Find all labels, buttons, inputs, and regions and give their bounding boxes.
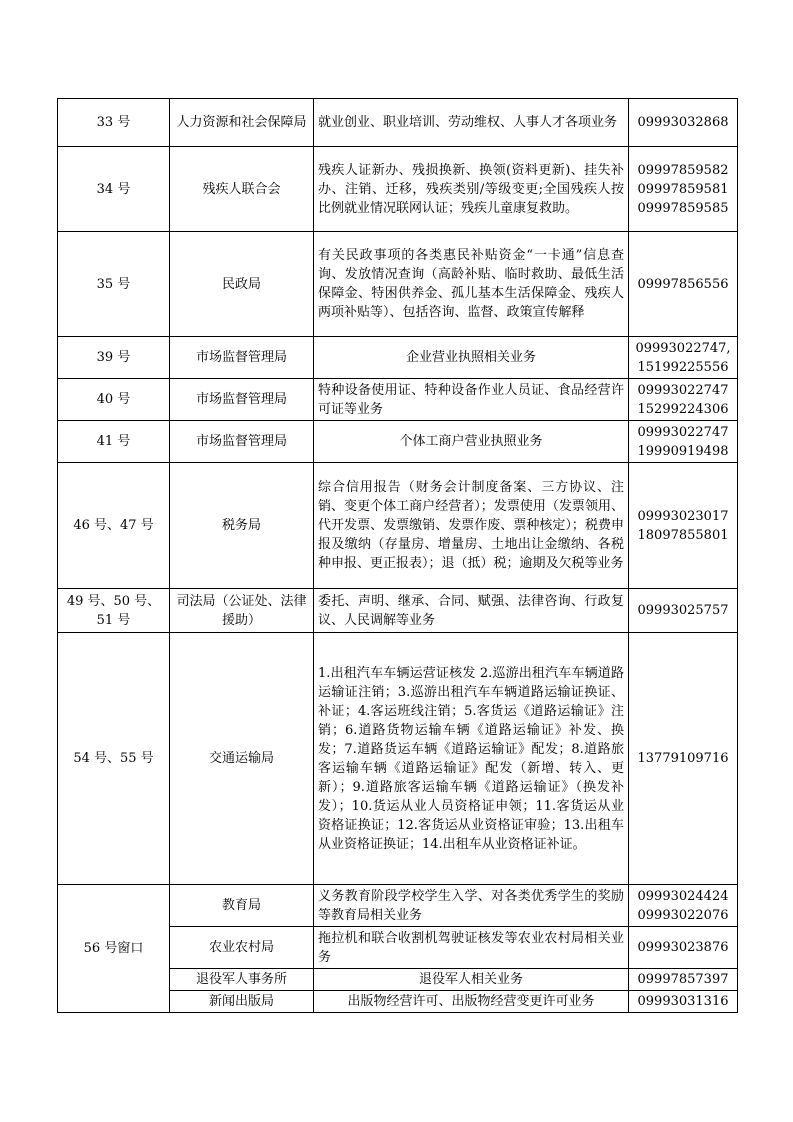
table-row bbox=[58, 232, 738, 337]
phone-number: 15199225556 bbox=[637, 359, 729, 375]
window-number: 46 号、47 号 bbox=[58, 463, 170, 589]
service-description: 个体工商户营业执照业务 bbox=[314, 421, 629, 463]
phone-number: 09997859581 bbox=[637, 181, 729, 197]
service-description: 拖拉机和联合收割机驾驶证核发等农业农村局相关业务 bbox=[314, 927, 629, 969]
table-row bbox=[58, 379, 738, 421]
window-number: 35 号 bbox=[58, 232, 170, 337]
phone-number: 09993022747 bbox=[637, 382, 729, 398]
service-description: 1.出租汽车车辆运营证核发 2.巡游出租汽车车辆道路运输证注销；3.巡游出租汽车车辆道路运输证换证、补证；4.客运班线注销；5.客货运《道路运输证》注销；6.道路货物运输车辆《道路运输证》补发、换发；7.道路货运车辆《道路运输证》配发；8.道路旅客运输车辆《道路运输证》配发（新增、转入、更新）；9.道路旅客运输车辆《道路运输证》（换发补发）；10.货运从业人员资格证申领；11.客货运从业资格证换证；12.客货运从业资格证审验；13.出租车从业资格证换证；14.出租车从业资格证补证。 bbox=[314, 633, 629, 885]
phone-number: 09997856556 bbox=[637, 276, 729, 292]
service-description: 委托、声明、继承、合同、赋强、法律咨询、行政复议、人民调解等业务 bbox=[314, 589, 629, 633]
department-name: 退役军人事务所 bbox=[170, 969, 314, 991]
department-name: 农业农村局 bbox=[170, 927, 314, 969]
phone-cell bbox=[629, 337, 738, 379]
table-row bbox=[58, 337, 738, 379]
service-description: 企业营业执照相关业务 bbox=[314, 337, 629, 379]
table-row bbox=[58, 99, 738, 147]
phone-cell bbox=[629, 885, 738, 927]
service-description: 出版物经营许可、出版物经营变更许可业务 bbox=[314, 991, 629, 1013]
service-description: 义务教育阶段学校学生入学、对各类优秀学生的奖励等教育局相关业务 bbox=[314, 885, 629, 927]
department-name: 民政局 bbox=[170, 232, 314, 337]
phone-cell bbox=[629, 232, 738, 337]
table-row bbox=[58, 885, 738, 927]
window-number: 56 号窗口 bbox=[58, 885, 170, 1013]
phone-cell bbox=[629, 147, 738, 232]
phone-number: 09997859582 bbox=[637, 162, 729, 178]
phone-cell bbox=[629, 379, 738, 421]
phone-number: 09997859585 bbox=[637, 200, 729, 216]
window-number: 40 号 bbox=[58, 379, 170, 421]
service-description: 就业创业、职业培训、劳动维权、人事人才各项业务 bbox=[314, 99, 629, 147]
service-window-table bbox=[57, 98, 738, 1013]
window-number: 49 号、50 号、51 号 bbox=[58, 589, 170, 633]
phone-cell bbox=[629, 421, 738, 463]
department-name: 市场监督管理局 bbox=[170, 421, 314, 463]
department-name: 残疾人联合会 bbox=[170, 147, 314, 232]
phone-cell bbox=[629, 633, 738, 885]
phone-number: 09993031316 bbox=[637, 994, 729, 1009]
phone-number: 09993023876 bbox=[637, 940, 729, 955]
phone-cell bbox=[629, 927, 738, 969]
service-description: 有关民政事项的各类惠民补贴资金“一卡通”信息查询、发放情况查询（高龄补贴、临时救助、最低生活保障金、特困供养金、孤儿基本生活保障金、残疾人两项补贴等）、包括咨询、监督、政策宣传解释 bbox=[314, 232, 629, 337]
window-number: 33 号 bbox=[58, 99, 170, 147]
department-name: 交通运输局 bbox=[170, 633, 314, 885]
table-row bbox=[58, 463, 738, 589]
phone-cell bbox=[629, 463, 738, 589]
service-description: 残疾人证新办、残损换新、换领(资料更新)、挂失补办、注销、迁移，残疾类别/等级变更;全国残疾人按比例就业情况联网认证；残疾儿童康复救助。 bbox=[314, 147, 629, 232]
phone-number: 09997857397 bbox=[637, 972, 729, 987]
phone-cell bbox=[629, 99, 738, 147]
phone-cell bbox=[629, 969, 738, 991]
phone-number: 09993022076 bbox=[637, 907, 729, 923]
service-description: 特种设备使用证、特种设备作业人员证、食品经营许可证等业务 bbox=[314, 379, 629, 421]
phone-number: 09993032868 bbox=[637, 115, 729, 130]
phone-number: 09993022747 bbox=[637, 424, 729, 440]
department-name: 司法局（公证处、法律援助） bbox=[170, 589, 314, 633]
phone-number: 09993022747, bbox=[635, 340, 731, 356]
phone-number: 09993023017 bbox=[637, 508, 729, 524]
table-row bbox=[58, 147, 738, 232]
phone-cell bbox=[629, 589, 738, 633]
window-number: 41 号 bbox=[58, 421, 170, 463]
department-name: 人力资源和社会保障局 bbox=[170, 99, 314, 147]
phone-number: 19990919498 bbox=[637, 443, 729, 459]
phone-number: 09993025757 bbox=[637, 603, 729, 618]
phone-number: 13779109716 bbox=[637, 751, 729, 766]
window-number: 54 号、55 号 bbox=[58, 633, 170, 885]
phone-number: 15299224306 bbox=[637, 401, 729, 417]
department-name: 市场监督管理局 bbox=[170, 379, 314, 421]
table-row bbox=[58, 633, 738, 885]
department-name: 教育局 bbox=[170, 885, 314, 927]
table-row bbox=[58, 589, 738, 633]
window-number: 39 号 bbox=[58, 337, 170, 379]
window-number: 34 号 bbox=[58, 147, 170, 232]
service-description: 综合信用报告（财务会计制度备案、三方协议、注销、变更个体工商户经营者）；发票使用（发票领用、代开发票、发票缴销、发票作废、票种核定）；税费申报及缴纳（存量房、增量房、土地出让金缴纳、各税种申报、更正报表）；退（抵）税；逾期及欠税等业务 bbox=[314, 463, 629, 589]
department-name: 税务局 bbox=[170, 463, 314, 589]
phone-number: 18097855801 bbox=[637, 527, 729, 543]
department-name: 新闻出版局 bbox=[170, 991, 314, 1013]
table-row bbox=[58, 421, 738, 463]
phone-number: 09993024424 bbox=[637, 888, 729, 904]
service-description: 退役军人相关业务 bbox=[314, 969, 629, 991]
department-name: 市场监督管理局 bbox=[170, 337, 314, 379]
phone-cell bbox=[629, 991, 738, 1013]
